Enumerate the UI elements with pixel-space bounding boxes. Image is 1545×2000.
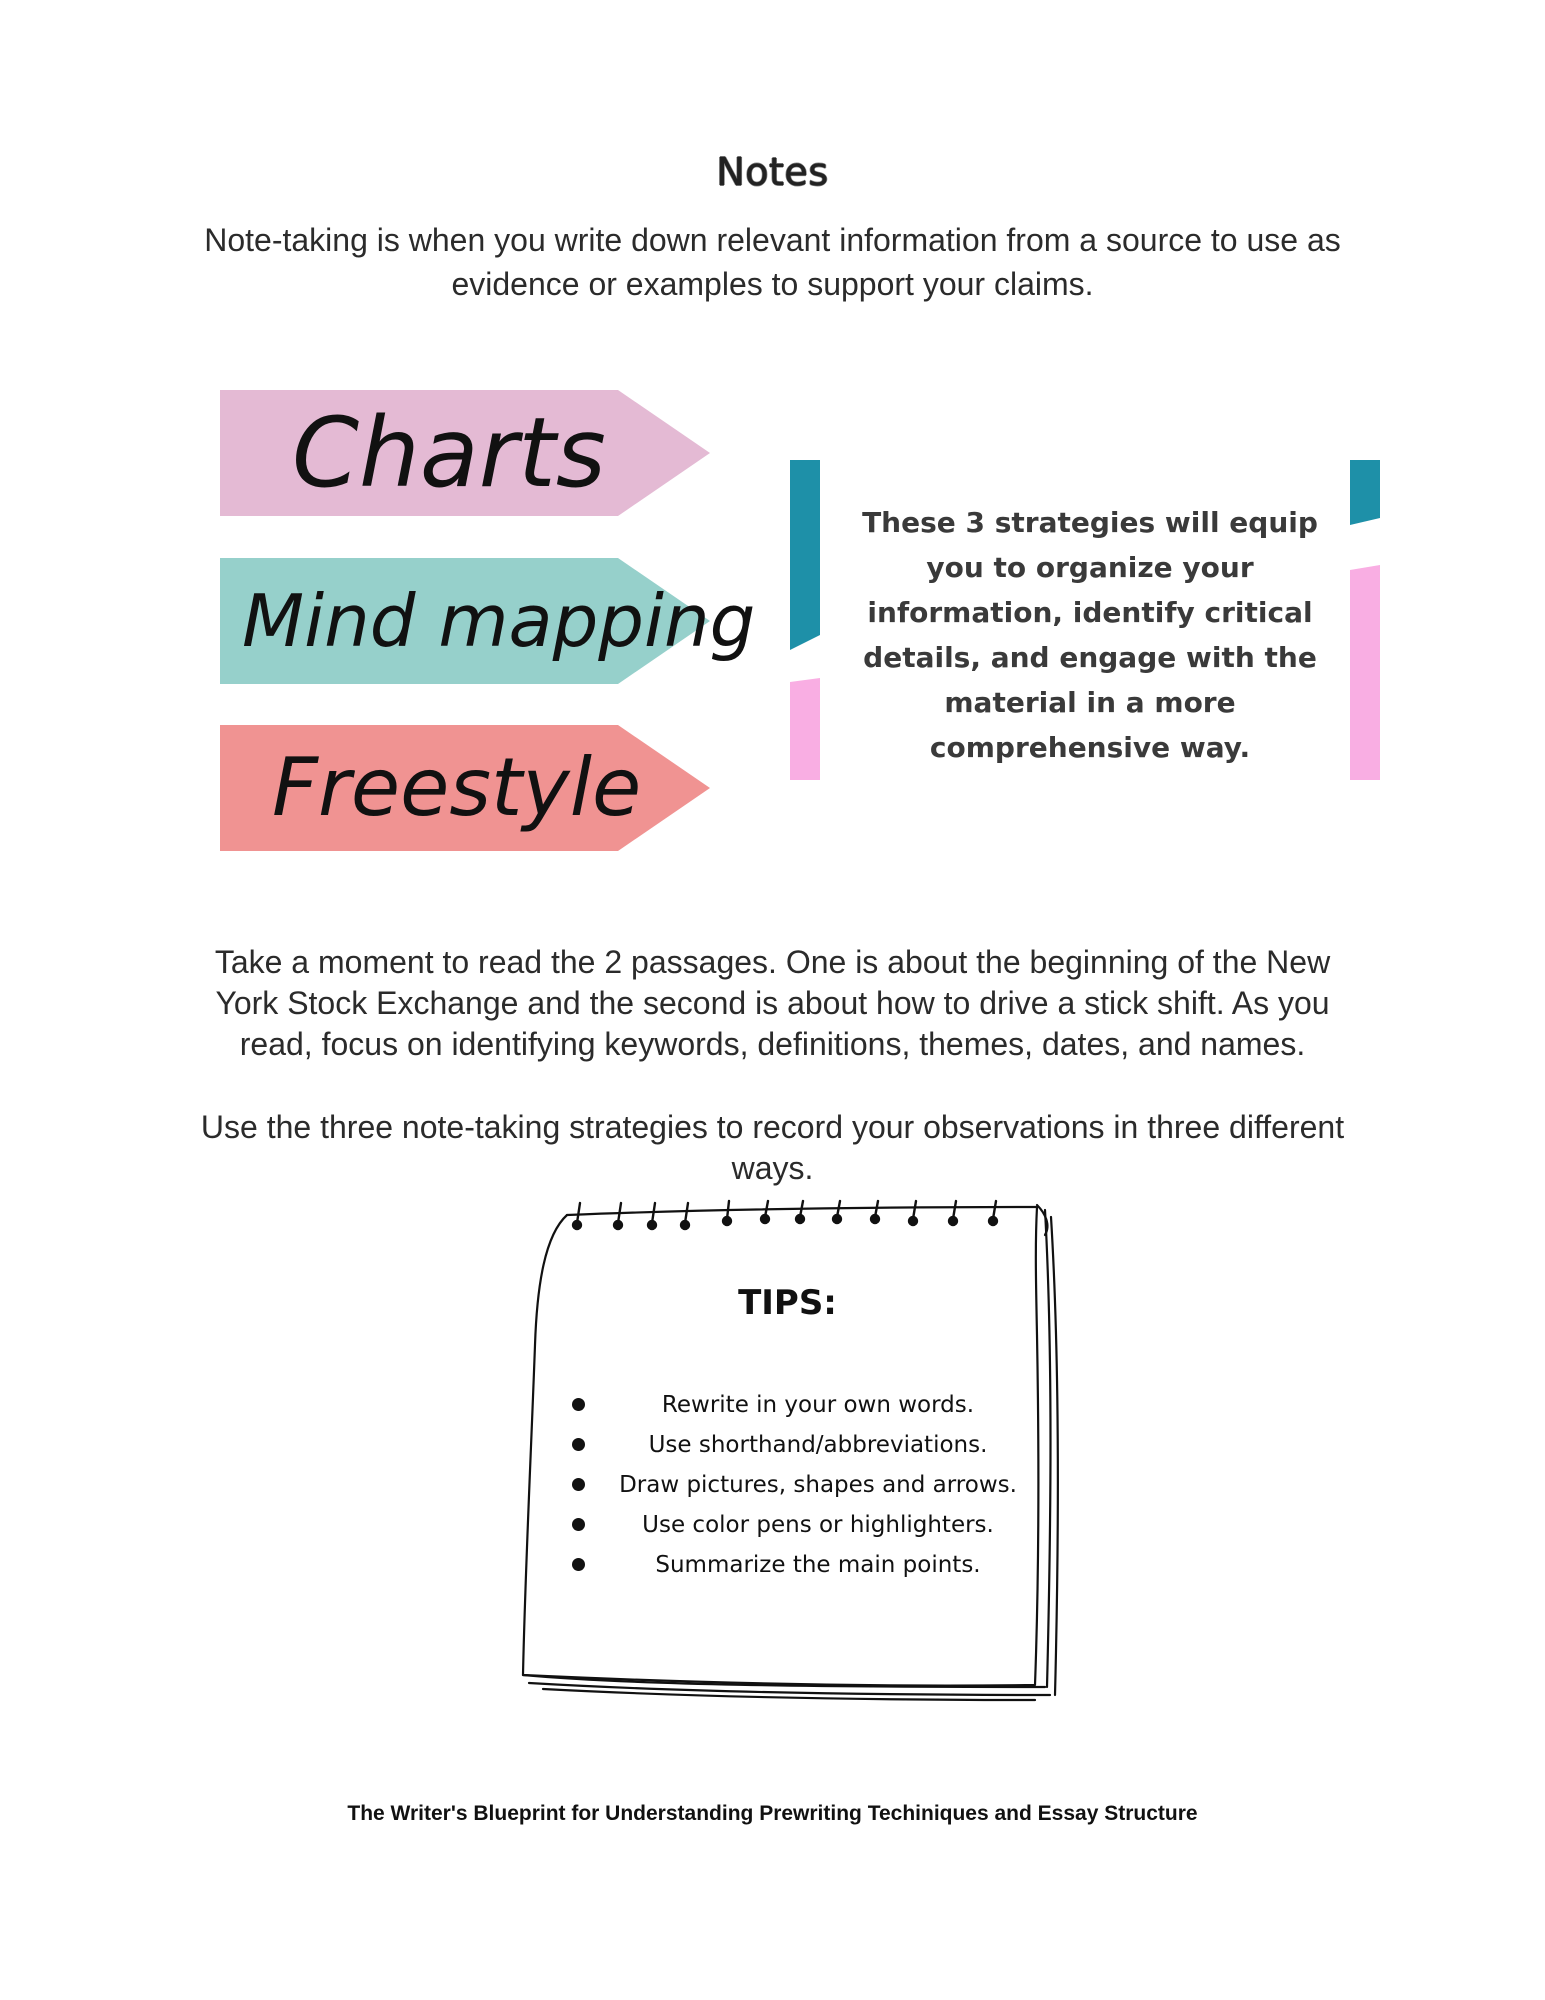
tip-item [568, 1385, 1038, 1425]
tip-text: Use shorthand/abbreviations. [648, 1432, 988, 1458]
left-accent-bars [790, 460, 822, 780]
tip-text: Summarize the main points. [655, 1552, 981, 1578]
strategy-arrow-charts [220, 390, 710, 516]
tip-text: Use color pens or highlighters. [642, 1512, 994, 1538]
strategy-label-charts: Charts [292, 397, 606, 509]
tips-list [568, 1385, 1038, 1585]
tip-item [568, 1465, 1038, 1505]
strategy-label-freestyle: Freestyle [272, 741, 642, 834]
right-accent-bars [1350, 460, 1382, 780]
tip-item [568, 1505, 1038, 1545]
callout-text: These 3 strategies will equip you to organize your information, identify critical details, and engage with the material in a more comprehensive way. [862, 506, 1318, 764]
intro-paragraph: Note-taking is when you write down relevant information from a source to use as evidence or examples to support your claims. [204, 222, 1341, 302]
tip-text: Draw pictures, shapes and arrows. [619, 1472, 1017, 1498]
bullet-icon [572, 1438, 585, 1451]
tip-item [568, 1425, 1038, 1465]
strategy-arrow-freestyle [220, 725, 710, 851]
footer-text: The Writer's Blueprint for Understanding Prewriting Techiniques and Essay Structure [347, 1802, 1198, 1825]
tips-title: TIPS: [738, 1283, 837, 1323]
page-title: Notes [716, 150, 829, 194]
strategy-label-mind-mapping: Mind mapping [242, 579, 756, 663]
passages-paragraph: Take a moment to read the 2 passages. One is about the beginning of the New York Stock Exchange and the second is about how to drive a stick shift. As you read, focus on identifying keywords, definitions, themes, dates, and names. [214, 944, 1331, 1062]
bullet-icon [572, 1398, 585, 1411]
instructions-paragraph: Use the three note-taking strategies to record your observations in three different ways. [200, 1109, 1345, 1186]
tip-item [568, 1545, 1038, 1585]
bullet-icon [572, 1558, 585, 1571]
bullet-icon [572, 1478, 585, 1491]
bullet-icon [572, 1518, 585, 1531]
tip-text: Rewrite in your own words. [661, 1392, 975, 1418]
strategy-arrow-mind-mapping [220, 558, 756, 684]
